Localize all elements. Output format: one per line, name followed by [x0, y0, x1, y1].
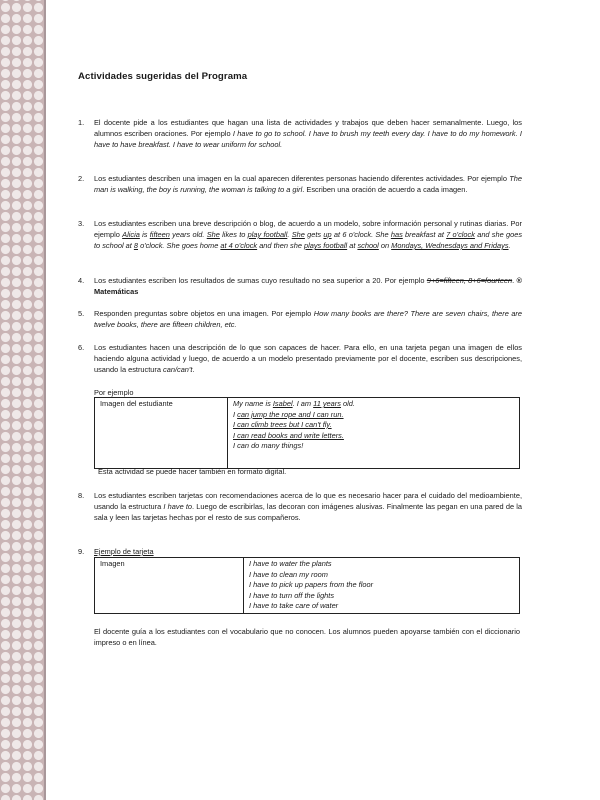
border-divider — [44, 0, 46, 800]
card-line: My name is Isabel. I am 11 years old. — [233, 399, 355, 408]
closing-paragraph: El docente guía a los estudiantes con el vocabulario que no conocen. Los alumnos pueden apoyarse también con el diccionario impreso o en línea. — [94, 627, 520, 647]
item-number: 3. — [78, 219, 85, 228]
student-card-table — [94, 397, 520, 469]
card-line: I have to take care of water — [249, 601, 339, 610]
card-line: I can climb trees but I can't fly. — [233, 420, 332, 429]
page-title: Actividades sugeridas del Programa — [78, 71, 248, 82]
item-number: 9. — [78, 547, 85, 556]
item-text: Los estudiantes escriben una breve descripción o blog, de acuerdo a un modelo, sobre información personal y rutinas diarias. Por ejemplo Alicia is fifteen years old. She likes to play football. She gets up at 6 o'clock. She has breakfast at 7 o'clock and she goes to school at 8 o'clock. She goes home at 4 o'clock and then she plays football at school on Mondays, Wednesdays and Fridays. — [94, 219, 523, 250]
image-cell: Imagen del estudiante — [95, 398, 228, 469]
card-example-label: Ejemplo de tarjeta — [94, 547, 154, 556]
card-line: I have to pick up papers from the floor — [249, 580, 374, 589]
card-line: I have to water the plants — [249, 559, 332, 568]
item-number: 8. — [78, 491, 85, 500]
item-text: El docente pide a los estudiantes que hagan una lista de actividades y trabajos que deben hacer semanalmente. Luego, los alumnos escriben oraciones. Por ejemplo I have to go to school. I have to brush my teeth every day. I have to do my homework. I have to have breakfast. I have to wear uniform for school. — [94, 118, 522, 149]
card-line: I can jump the rope and I can run. — [233, 409, 344, 419]
item-number: 2. — [78, 174, 85, 183]
example-label: Por ejemplo — [94, 388, 134, 397]
item-number: 4. — [78, 276, 85, 285]
example-text: How many books are there? There are seven chairs, there are twelve books, there are fifteen children, etc. — [94, 309, 523, 329]
card-line: I can do many things! — [233, 441, 304, 450]
structure-text: I have to — [163, 502, 193, 511]
description-cell — [228, 398, 520, 469]
registered-symbol: ® — [516, 276, 522, 285]
item-text: Responden preguntas sobre objetos en una imagen. Por ejemplo How many books are there? There are seven chairs, there are twelve books, there are fifteen children, etc. — [94, 309, 523, 329]
card-line: I have to clean my room — [249, 569, 328, 579]
item-number: 1. — [78, 118, 85, 127]
item-text: Los estudiantes describen una imagen en la cual aparecen diferentes personas haciendo diferentes actividades. Por ejemplo The man is walking, the boy is running, the woman is talking to a girl. Escriben una oración de acuerdo a cada imagen. — [94, 174, 522, 194]
recommendation-cell — [244, 558, 520, 614]
digital-format-note: Esta actividad se puede hacer también en formato digital. — [98, 467, 287, 476]
item-number: 6. — [78, 343, 85, 352]
example-text: The man is walking, the boy is running, the woman is talking to a girl — [94, 174, 522, 194]
decorative-border — [0, 0, 44, 800]
card-line: I have to turn off the lights — [249, 590, 335, 600]
card-line: I can read books and write letters. — [233, 430, 344, 440]
subject-link-label: Matemáticas — [94, 287, 139, 296]
item-number: 5. — [78, 309, 85, 318]
example-text: I have to go to school. I have to brush my teeth every day. I have to do my homework. I have to have breakfast. I have to wear uniform for school. — [94, 129, 522, 149]
item-text: Los estudiantes hacen una descripción de lo que son capaces de hacer. Para ello, en una tarjeta pegan una imagen de ellos haciendo alguna actividad y luego, de acuerdo a un modelo presentado previamente por el docente, escriben sus descripciones, usando la estructura can/can't. — [94, 343, 522, 374]
structure-text: can/can't — [163, 365, 193, 374]
example-card-table — [94, 557, 520, 614]
example-text: 9+6=fifteen, 8+6=fourteen — [426, 276, 513, 285]
example-text: Alicia is fifteen years old. She likes to play football. She gets up at 6 o'clock. She has breakfast at 7 o'clock and she goes to school at 8 o'clock. She goes home at 4 o'clock and then she plays football at school on Mondays, Wednesdays and Fridays. — [94, 230, 523, 250]
image-cell: Imagen — [95, 558, 244, 614]
item-text: Los estudiantes escriben los resultados de sumas cuyo resultado no sea superior a 20. Por ejemplo 9+6=fifteen, 8+6=fourteen. ® Matemáticas — [94, 276, 522, 296]
item-text: Los estudiantes escriben tarjetas con recomendaciones acerca de lo que es necesario hacer para el cuidado del medioambiente, usando la estructura I have to. Luego de escribirlas, las decoran con imágenes alusivas. Finalmente las pegan en una pared de la sala y leen las tarjetas hechas por el resto de sus compañeros. — [94, 491, 522, 522]
